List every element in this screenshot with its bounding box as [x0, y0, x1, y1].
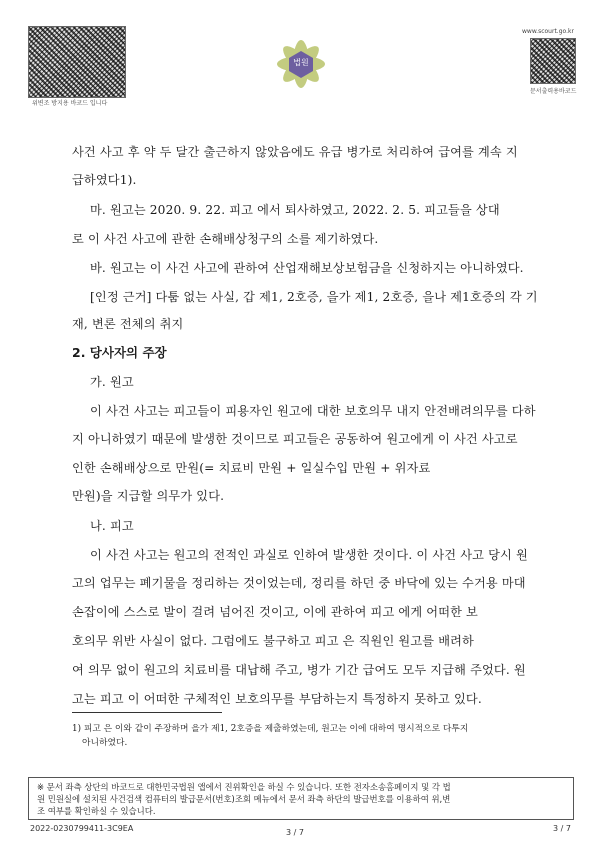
- qr-caption: 문서출력용바코드: [530, 88, 577, 95]
- body-line: 인한 손해배상으로 만원(= 치료비 만원 + 일실수입 만원 + 위자료: [72, 461, 431, 475]
- section-heading: 2. 당사자의 주장: [72, 345, 167, 360]
- body-line: 여 의무 없이 원고의 치료비를 대납해 주고, 병가 기간 급여도 모두 지급해 주었다. 원: [72, 663, 526, 677]
- body-line: 고는 피고 이 어떠한 구체적인 보호의무를 부담하는지 특정하지 못하고 있다.: [72, 692, 482, 706]
- notice-line: ※ 문서 좌측 상단의 바코드로 대한민국법원 앱에서 진위확인을 하실 수 있습니다. 또한 전자소송홈페이지 및 각 법: [37, 782, 451, 792]
- body-line: 재, 변론 전체의 취지: [72, 317, 184, 331]
- body-line: [인정 근거] 다툼 없는 사실, 갑 제1, 2호증, 을가 제1, 2호증, 을나 제1호증의 각 기: [90, 290, 538, 304]
- body-line: 지 아니하였기 때문에 발생한 것이므로 피고들은 공동하여 원고에게 이 사건 사고로: [72, 432, 518, 446]
- body-line: 만원)을 지급할 의무가 있다.: [72, 489, 225, 503]
- body-line: 마. 원고는 2020. 9. 22. 피고 에서 퇴사하였고, 2022. 2. 5. 피고들을 상대: [90, 203, 500, 217]
- notice-line: 조 여부를 확인하실 수 있습니다.: [37, 806, 156, 816]
- authentication-barcode: [28, 26, 126, 98]
- barcode-caption: 위변조 방지용 바코드 입니다: [32, 100, 108, 107]
- body-line: 호의무 위반 사실이 없다. 그럼에도 불구하고 피고 은 직원인 원고를 배려하: [72, 634, 474, 648]
- verification-notice: [28, 777, 574, 820]
- document-qr-code: [530, 38, 576, 84]
- emblem-label: 법원: [293, 58, 309, 67]
- footnote-divider: [72, 712, 222, 713]
- body-line: 로 이 사건 사고에 관한 손해배상청구의 소를 제기하였다.: [72, 232, 379, 246]
- page-number: 3 / 7: [286, 828, 304, 837]
- body-line: 사건 사고 후 약 두 달간 출근하지 않았음에도 유급 병가로 처리하여 급여를 계속 지: [72, 145, 518, 159]
- subsection-heading: 가. 원고: [90, 375, 134, 389]
- body-line: 바. 원고는 이 사건 사고에 관하여 산업재해보상보험금을 신청하지는 아니하였다.: [90, 261, 524, 275]
- body-line: 급하였다1).: [72, 173, 137, 187]
- notice-line: 원 민원실에 설치된 사건검색 컴퓨터의 발급문서(번호)조회 메뉴에서 문서 좌측 하단의 발급번호를 이용하여 위,변: [37, 794, 451, 804]
- body-line: 이 사건 사고는 원고의 전적인 과실로 인하여 발생한 것이다. 이 사건 사고 당시 원: [90, 548, 528, 562]
- page-number-right: 3 / 7: [553, 824, 571, 833]
- footnote-text: 아니하였다.: [82, 738, 128, 748]
- body-line: 손잡이에 스스로 발이 걸려 넘어진 것이고, 이에 관하여 피고 에게 어떠한 보: [72, 605, 478, 619]
- court-emblem-icon: [270, 38, 332, 90]
- subsection-heading: 나. 피고: [90, 519, 134, 533]
- footnote-text: 1) 피고 은 이와 같이 주장하며 을가 제1, 2호증을 제출하였는데, 원고는 이에 대하여 명시적으로 다투지: [72, 724, 469, 734]
- body-line: 이 사건 사고는 피고들이 피용자인 원고에 대한 보호의무 내지 안전배려의무를 다하: [90, 404, 536, 418]
- body-line: 고의 업무는 폐기물을 정리하는 것이었는데, 정리를 하던 중 바닥에 있는 수거용 마대: [72, 576, 526, 590]
- court-url: www.scourt.go.kr: [522, 28, 574, 35]
- issue-number: 2022-0230799411-3C9EA: [30, 824, 134, 833]
